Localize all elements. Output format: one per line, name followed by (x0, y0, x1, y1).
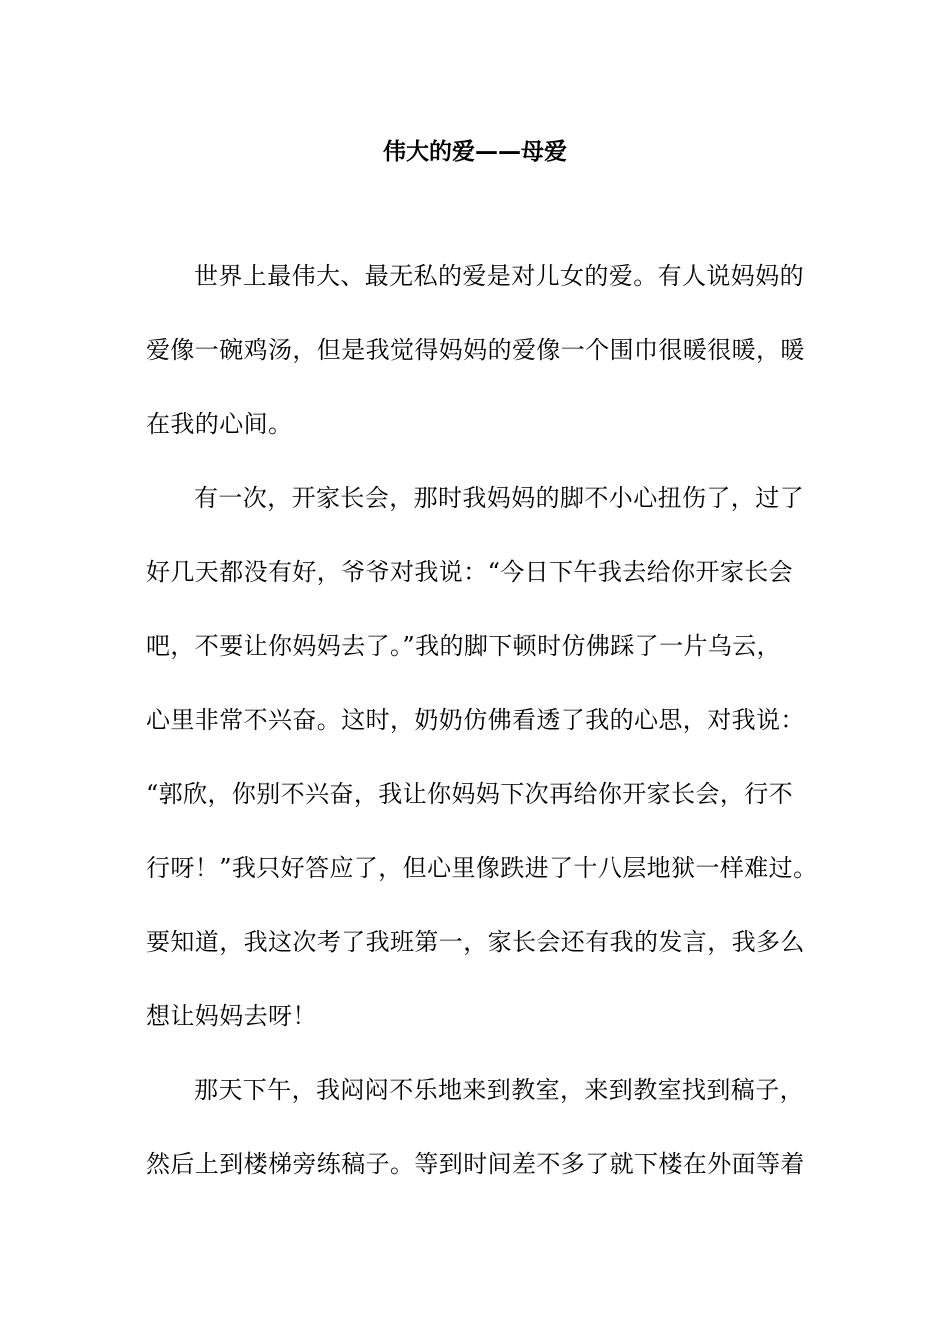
paragraph-line: 那天下午，我闷闷不乐地来到教室，来到教室找到稿子， (194, 1076, 804, 1104)
paragraph-line: 然后上到楼梯旁练稿子。等到时间差不多了就下楼在外面等着 (146, 1150, 805, 1178)
paragraph-line: 要知道，我这次考了我班第一，家长会还有我的发言，我多么 (146, 928, 805, 956)
paragraph-line: 吧，不要让你妈妈去了。”我的脚下顿时仿佛踩了一片乌云， (146, 632, 782, 660)
document-body (146, 258, 836, 1220)
paragraph-line: 行呀！”我只好答应了，但心里像跌进了十八层地狱一样难过。 (146, 854, 818, 882)
paragraph-line: “郭欣，你别不兴奋，我让你妈妈下次再给你开家长会，行不 (146, 780, 794, 808)
paragraph-line: 心里非常不兴奋。这时，奶奶仿佛看透了我的心思，对我说： (146, 706, 805, 734)
paragraph-line: 爱像一碗鸡汤，但是我觉得妈妈的爱像一个围巾很暖很暖，暖 (146, 336, 805, 364)
paragraph-line: 有一次，开家长会，那时我妈妈的脚不小心扭伤了，过了 (194, 484, 804, 512)
paragraph-line: 世界上最伟大、最无私的爱是对儿女的爱。有人说妈妈的 (194, 262, 804, 290)
paragraph-line: 好几天都没有好，爷爷对我说：“今日下午我去给你开家长会 (146, 558, 794, 586)
paragraph-line: 想让妈妈去呀！ (146, 1002, 317, 1030)
paragraph-line: 在我的心间。 (146, 410, 293, 438)
document-title: 伟大的爱——母爱 (383, 139, 567, 165)
